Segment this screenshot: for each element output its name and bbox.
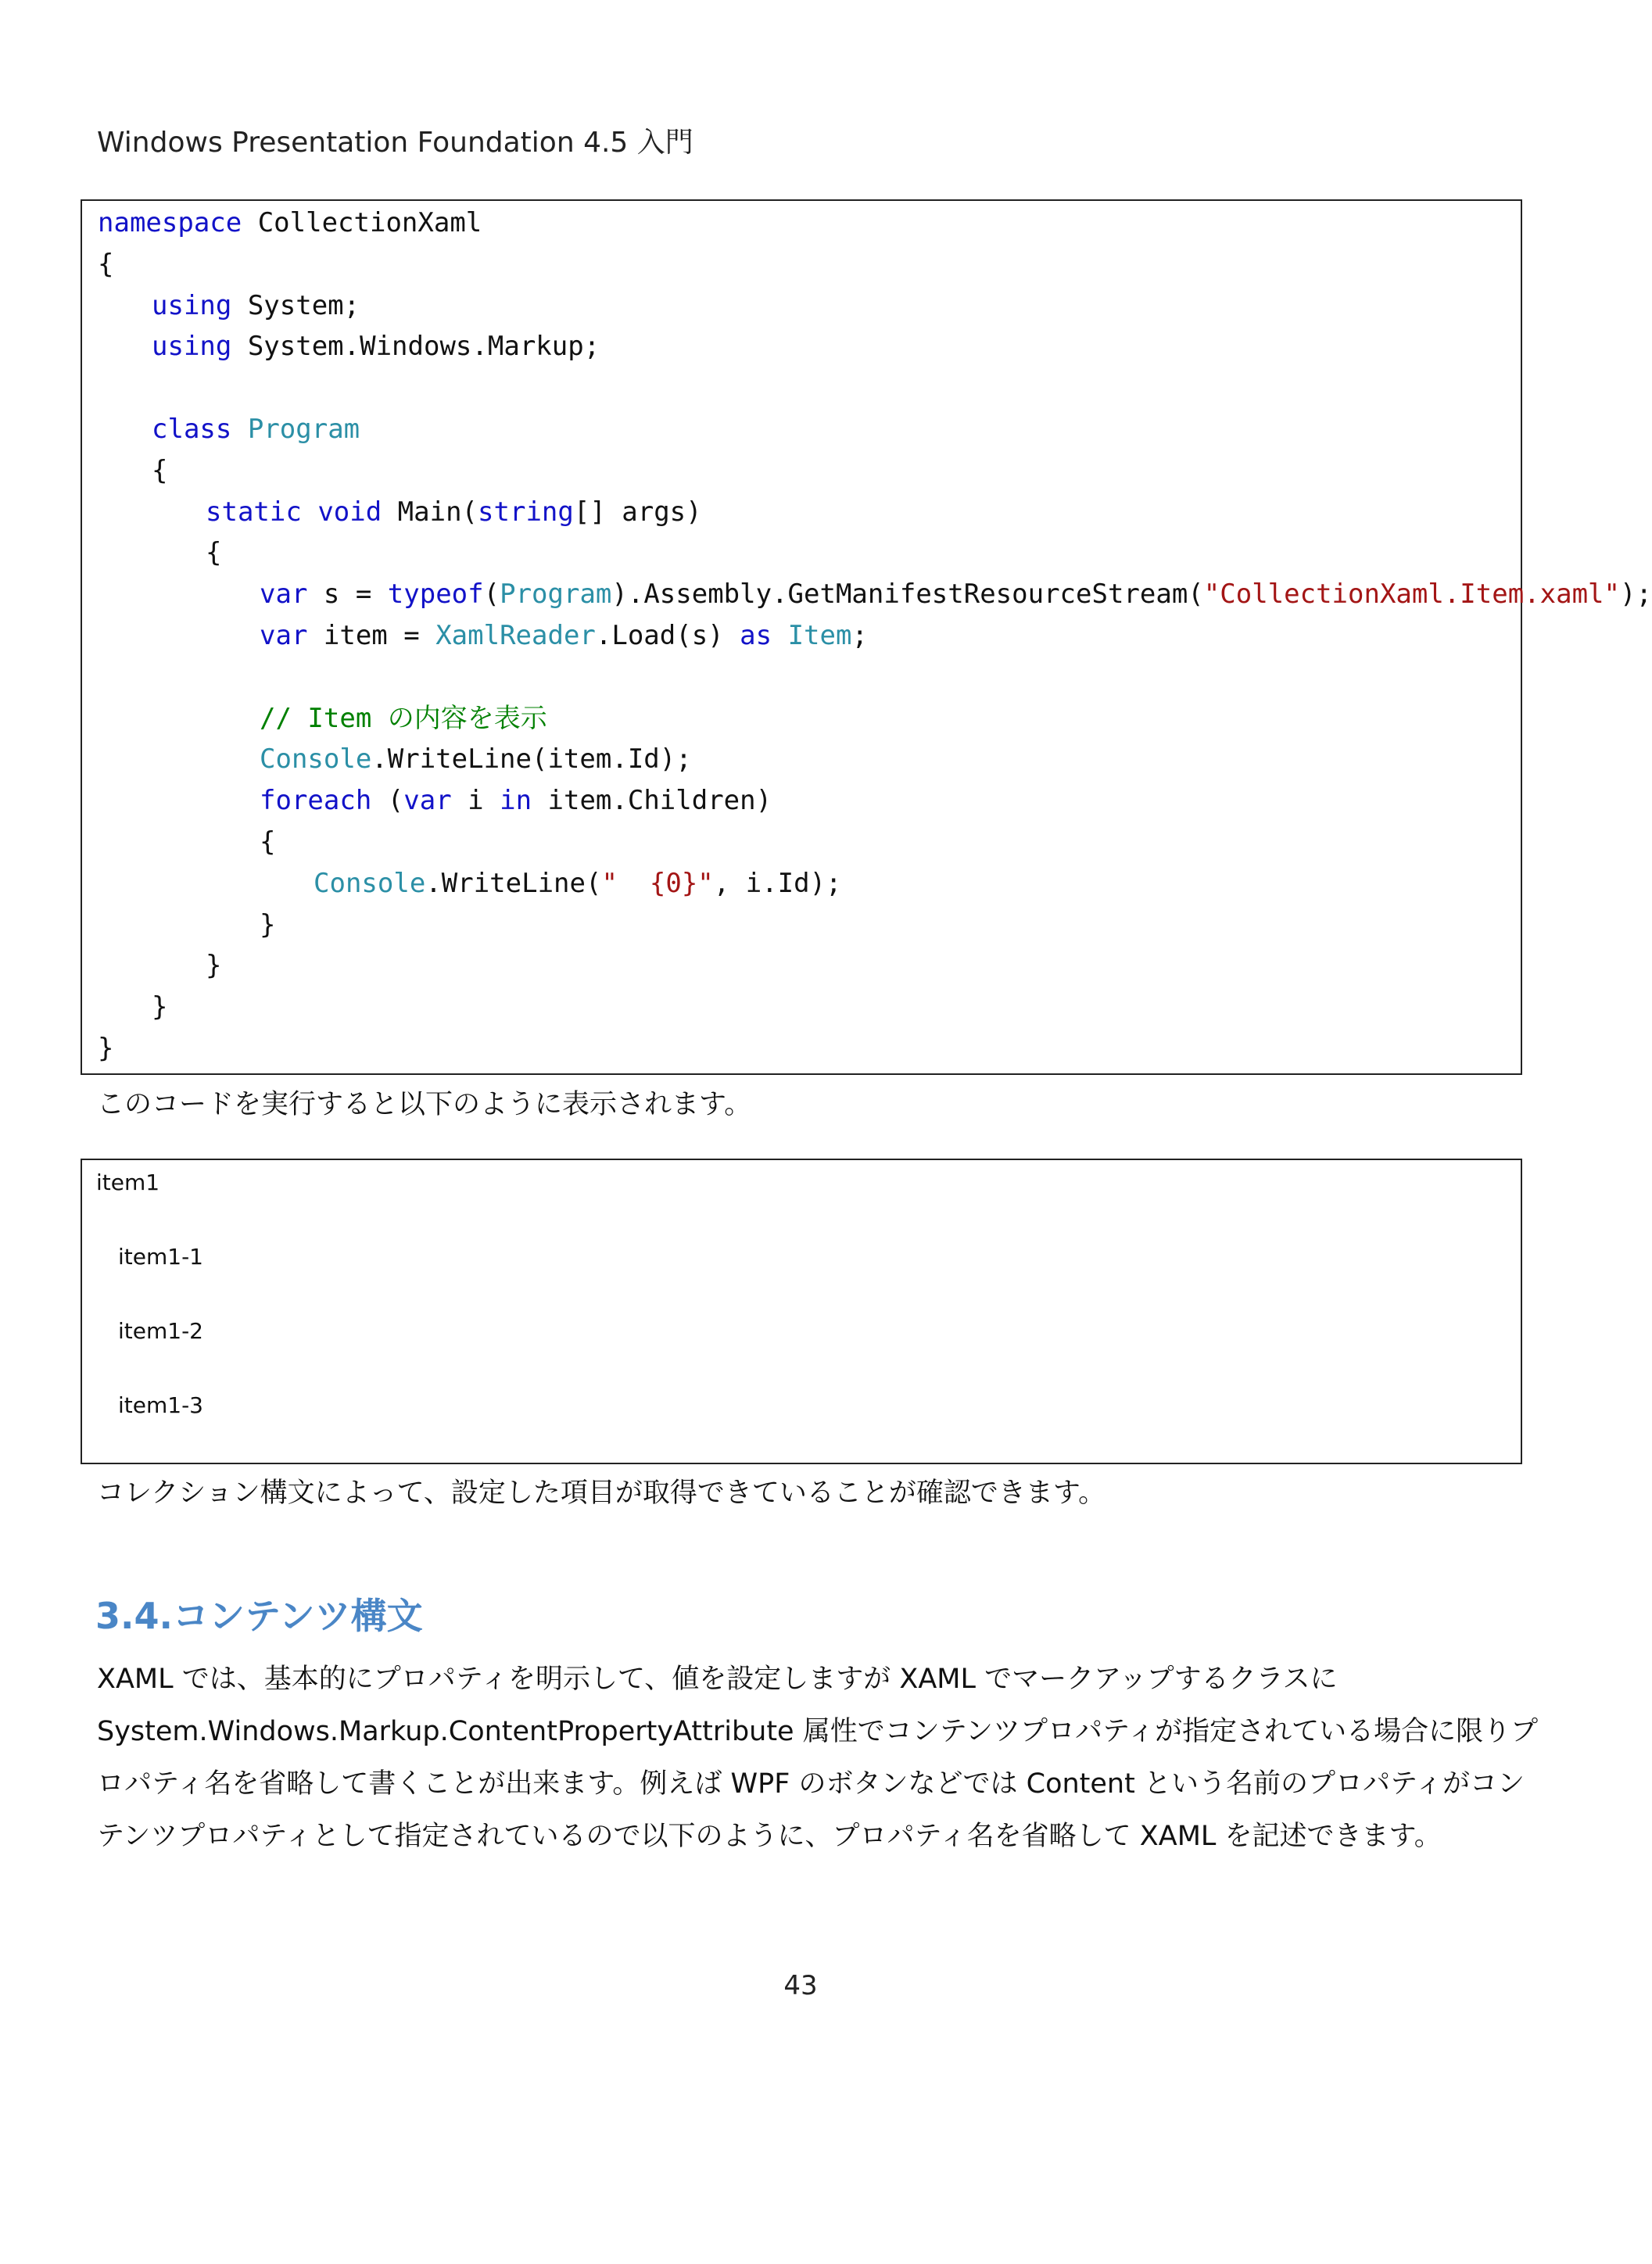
section-title: 3.4.コンテンツ構文 <box>95 1595 423 1637</box>
code-token: s = <box>307 579 388 611</box>
code-token: .WriteLine(item.Id); <box>371 743 692 776</box>
code-line <box>206 532 221 574</box>
output-line: item1 <box>96 1170 160 1195</box>
code-token: .WriteLine( <box>425 867 602 899</box>
code-token <box>772 620 787 651</box>
code-token: ); <box>1620 579 1652 611</box>
body-line: ロパティ名を省略して書くことが出来ます。例えば WPF のボタンなどでは Content という名前のプロパティがコン <box>97 1768 1525 1800</box>
output-line: item1-2 <box>118 1318 203 1344</box>
code-line <box>98 244 113 285</box>
code-block <box>81 199 1652 1075</box>
console-output-box <box>81 1159 1522 1464</box>
code-line <box>260 615 868 657</box>
code-token: using <box>152 289 232 321</box>
code-token: Console <box>314 867 426 899</box>
code-token: i <box>451 785 500 817</box>
code-token: .Load(s) <box>595 620 740 651</box>
code-token: ( <box>483 579 500 611</box>
code-token <box>302 496 317 528</box>
body-line: テンツプロパティとして指定されているので以下のように、プロパティ名を省略して XAML を記述できます。 <box>97 1821 1442 1852</box>
code-token: void <box>317 496 382 528</box>
code-token: CollectionXaml <box>242 207 482 238</box>
code-token: } <box>152 991 168 1023</box>
output-line: item1-1 <box>118 1244 203 1270</box>
code-token: Console <box>260 743 372 776</box>
code-token: as <box>740 620 772 651</box>
code-token: item.Children) <box>532 785 772 817</box>
code-token: { <box>206 537 222 569</box>
code-token: Item <box>787 620 852 651</box>
code-line <box>260 739 692 780</box>
code-token: var <box>260 579 308 611</box>
body-line: System.Windows.Markup.ContentPropertyAttribute 属性でコンテンツプロパティが指定されている場合に限りプ <box>97 1716 1539 1747</box>
code-token: static <box>206 496 302 528</box>
code-token: string <box>478 496 574 528</box>
code-token: in <box>500 785 532 817</box>
code-token: , i.Id); <box>713 867 842 899</box>
code-token: System; <box>231 289 360 321</box>
code-token: using <box>152 331 232 363</box>
code-line <box>314 863 842 905</box>
code-line <box>152 409 360 450</box>
code-token: // Item の内容を表示 <box>260 702 547 734</box>
code-token: class <box>152 414 232 445</box>
code-token: { <box>260 826 276 858</box>
code-token: Program <box>247 414 360 445</box>
code-token: ).Assembly.GetManifestResourceStream( <box>611 579 1204 611</box>
code-line <box>152 326 600 367</box>
code-token: { <box>98 248 114 280</box>
code-line <box>152 285 360 327</box>
code-line <box>98 1028 113 1069</box>
code-token: namespace <box>98 207 242 238</box>
code-token: " {0}" <box>601 867 714 899</box>
code-token: item = <box>307 620 436 651</box>
code-line <box>260 698 547 740</box>
code-token: Program <box>500 579 612 611</box>
code-line <box>260 574 1652 615</box>
code-token: ( <box>371 785 404 817</box>
code-token: XamlReader <box>435 620 596 651</box>
code-token: [] args) <box>573 496 702 528</box>
code-token: foreach <box>260 785 372 817</box>
code-token: typeof <box>387 579 484 611</box>
code-token: var <box>260 620 308 651</box>
code-token: var <box>403 785 452 817</box>
after-output-text: コレクション構文によって、設定した項目が取得できていることが確認できます。 <box>97 1478 1106 1509</box>
code-line <box>152 450 167 492</box>
code-token: } <box>98 1033 114 1064</box>
code-token: Main( <box>382 496 478 528</box>
page-header: Windows Presentation Foundation 4.5 入門 <box>97 127 693 159</box>
code-token <box>231 414 247 445</box>
code-token: } <box>206 950 222 982</box>
code-line <box>206 492 702 533</box>
output-line: item1-3 <box>118 1392 203 1418</box>
code-line <box>98 202 482 244</box>
body-line: XAML では、基本的にプロパティを明示して、値を設定しますが XAML でマークアップするクラスに <box>97 1664 1338 1695</box>
code-token: ; <box>851 620 868 651</box>
code-line <box>260 822 275 863</box>
code-token: "CollectionXaml.Item.xaml" <box>1203 579 1620 611</box>
code-line <box>206 945 221 987</box>
page-number: 43 <box>783 1970 818 2001</box>
code-token: { <box>152 454 168 486</box>
after-code-text: このコードを実行すると以下のように表示されます。 <box>97 1089 752 1120</box>
code-line <box>260 780 772 822</box>
code-line <box>260 905 275 946</box>
code-line <box>152 987 167 1028</box>
code-token: System.Windows.Markup; <box>231 331 600 363</box>
code-token: } <box>260 908 276 940</box>
